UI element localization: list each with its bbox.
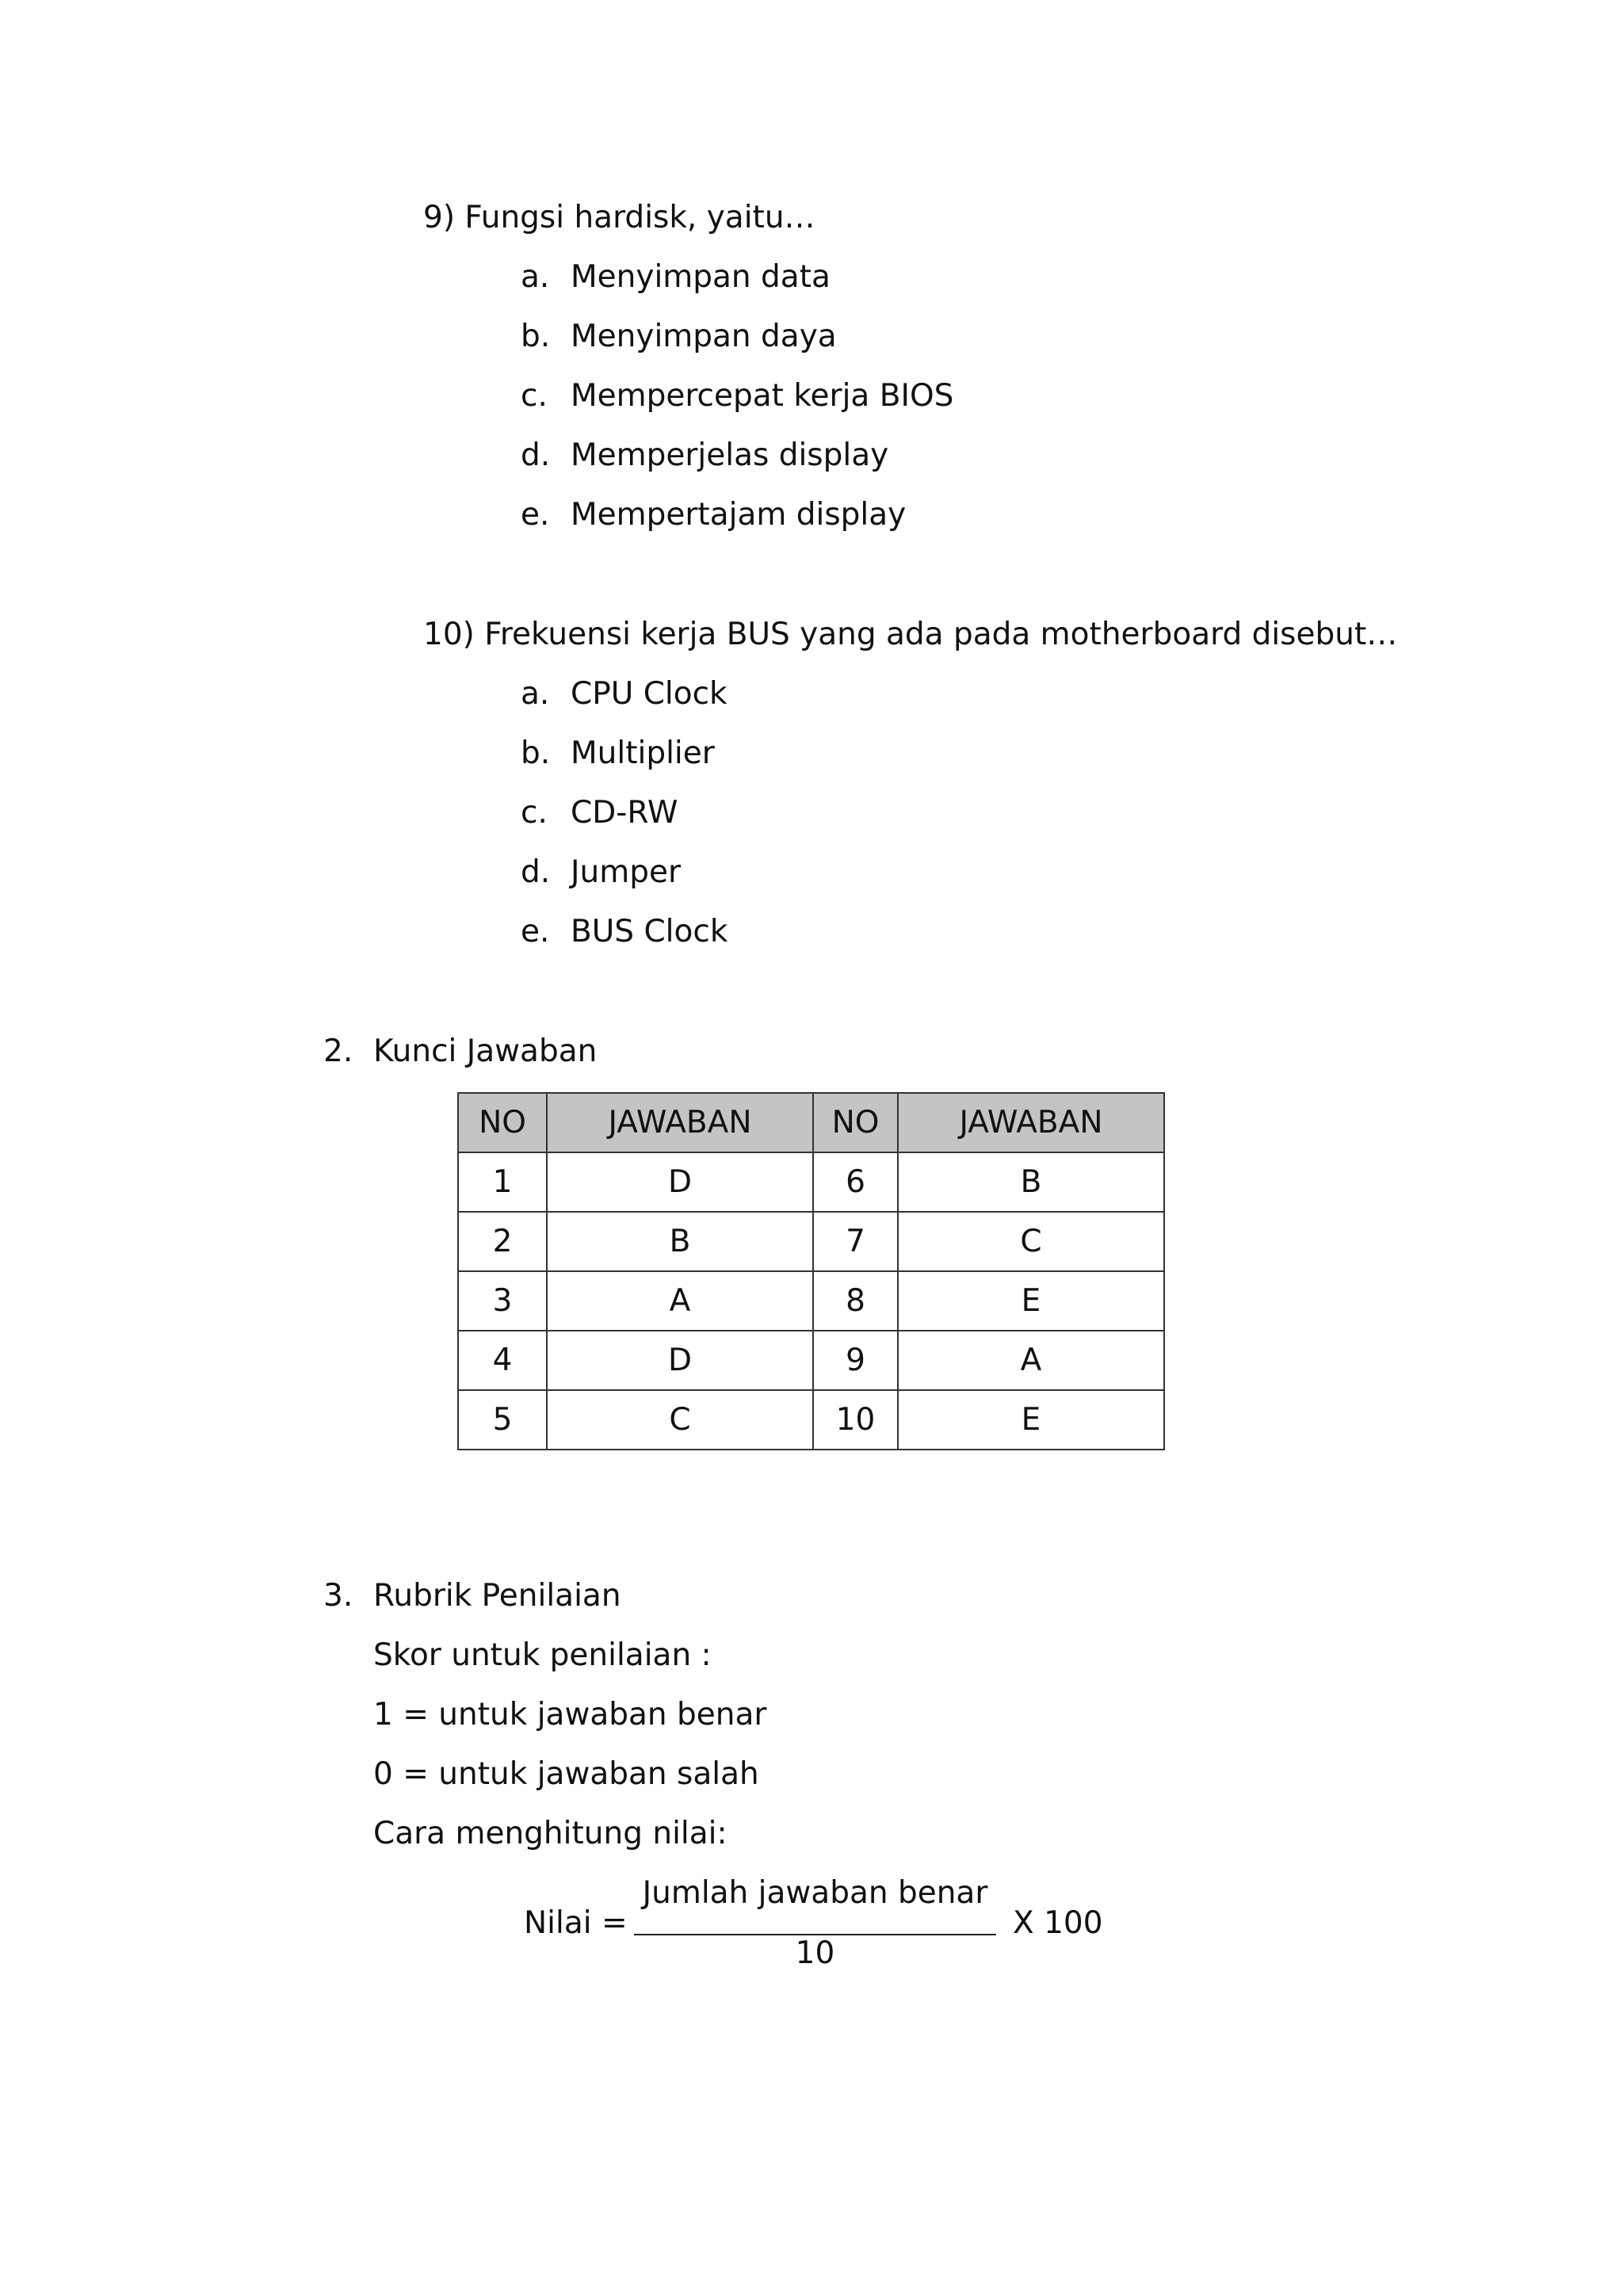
table-cell: 9 bbox=[813, 1331, 898, 1390]
table-cell: 2 bbox=[458, 1212, 547, 1271]
score-intro-line: Skor untuk penilaian : bbox=[373, 1637, 712, 1673]
table-cell: 6 bbox=[813, 1152, 898, 1212]
question-9-title: 9) Fungsi hardisk, yaitu… bbox=[423, 200, 815, 235]
table-cell: C bbox=[547, 1390, 813, 1450]
table-row bbox=[458, 1271, 1164, 1331]
formula-denominator: 10 bbox=[795, 1935, 835, 1971]
q9-option-e-text: Mempertajam display bbox=[571, 497, 907, 533]
table-cell: 4 bbox=[458, 1331, 547, 1390]
section-2-number: 2. bbox=[323, 1033, 353, 1069]
q9-option-a-text: Menyimpan data bbox=[571, 259, 831, 295]
q10-option-a-letter: a. bbox=[521, 676, 550, 712]
q10-option-c-text: CD-RW bbox=[571, 795, 678, 831]
table-cell: B bbox=[547, 1212, 813, 1271]
q10-option-b-letter: b. bbox=[521, 735, 551, 771]
formula-lhs: Nilai = bbox=[524, 1905, 628, 1941]
q10-option-e-text: BUS Clock bbox=[571, 914, 728, 949]
q9-option-b-letter: b. bbox=[521, 319, 551, 354]
q9-option-d-letter: d. bbox=[521, 437, 551, 473]
table-cell: D bbox=[547, 1152, 813, 1212]
q10-option-c-letter: c. bbox=[521, 795, 548, 831]
q9-option-a-letter: a. bbox=[521, 259, 550, 295]
table-cell: E bbox=[898, 1390, 1164, 1450]
header-no-1: NO bbox=[458, 1093, 547, 1152]
table-row bbox=[458, 1212, 1164, 1271]
q10-option-d-text: Jumper bbox=[571, 854, 681, 890]
q9-option-d-text: Memperjelas display bbox=[571, 437, 889, 473]
section-2-title: Kunci Jawaban bbox=[373, 1033, 598, 1069]
q9-option-c-letter: c. bbox=[521, 378, 548, 414]
table-row bbox=[458, 1152, 1164, 1212]
formula-numerator: Jumlah jawaban benar bbox=[642, 1875, 988, 1911]
table-cell: A bbox=[898, 1331, 1164, 1390]
q9-option-e-letter: e. bbox=[521, 497, 550, 533]
table-row bbox=[458, 1331, 1164, 1390]
q10-option-e-letter: e. bbox=[521, 914, 550, 949]
answer-key-header-row bbox=[458, 1093, 1164, 1152]
table-cell: 5 bbox=[458, 1390, 547, 1450]
section-3-number: 3. bbox=[323, 1578, 353, 1614]
table-row bbox=[458, 1390, 1164, 1450]
q10-option-a-text: CPU Clock bbox=[571, 676, 727, 712]
table-cell: E bbox=[898, 1271, 1164, 1331]
header-no-2: NO bbox=[813, 1093, 898, 1152]
table-cell: A bbox=[547, 1271, 813, 1331]
calc-method-line: Cara menghitung nilai: bbox=[373, 1816, 727, 1851]
q10-option-b-text: Multiplier bbox=[571, 735, 715, 771]
section-3-title: Rubrik Penilaian bbox=[373, 1578, 621, 1614]
answer-key-table bbox=[457, 1092, 1165, 1450]
header-jawaban-2: JAWABAN bbox=[898, 1093, 1164, 1152]
header-jawaban-1: JAWABAN bbox=[547, 1093, 813, 1152]
q10-option-d-letter: d. bbox=[521, 854, 551, 890]
score-wrong-line: 0 = untuk jawaban salah bbox=[373, 1756, 759, 1792]
table-cell: B bbox=[898, 1152, 1164, 1212]
table-cell: 3 bbox=[458, 1271, 547, 1331]
table-cell: 7 bbox=[813, 1212, 898, 1271]
score-correct-line: 1 = untuk jawaban benar bbox=[373, 1697, 767, 1733]
table-cell: 8 bbox=[813, 1271, 898, 1331]
q9-option-b-text: Menyimpan daya bbox=[571, 319, 837, 354]
table-cell: C bbox=[898, 1212, 1164, 1271]
question-10-title: 10) Frekuensi kerja BUS yang ada pada motherboard disebut… bbox=[423, 617, 1398, 652]
table-cell: D bbox=[547, 1331, 813, 1390]
table-cell: 1 bbox=[458, 1152, 547, 1212]
q9-option-c-text: Mempercepat kerja BIOS bbox=[571, 378, 954, 414]
formula-multiplier: X 100 bbox=[1013, 1905, 1103, 1941]
table-cell: 10 bbox=[813, 1390, 898, 1450]
